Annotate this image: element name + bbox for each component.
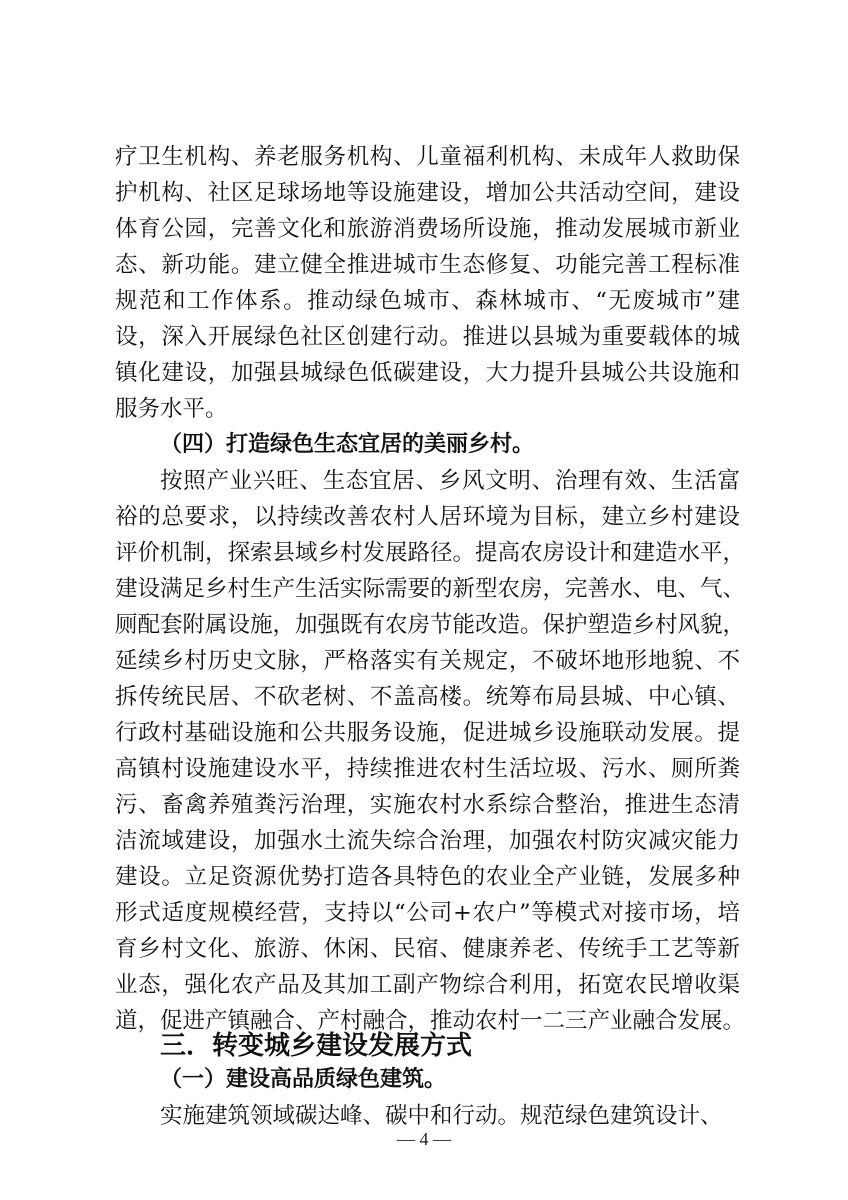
text-line: 设，深入开展绿色社区创建行动。推进以县城为重要载体的城 xyxy=(115,324,740,350)
text-line: 污、畜禽养殖粪污治理，实施农村水系综合整治，推进生态清 xyxy=(115,792,740,818)
text-line: 建设。立足资源优势打造各具特色的农业全产业链，发展多种 xyxy=(115,864,740,890)
page-number: — 4 — xyxy=(397,1129,451,1149)
subheading-rural: （四）打造绿色生态宜居的美丽乡村。 xyxy=(160,432,535,457)
text-line: 疗卫生机构、养老服务机构、儿童福利机构、未成年人救助保 xyxy=(115,144,740,170)
text-line: 厕配套附属设施，加强既有农房节能改造。保护塑造乡村风貌， xyxy=(115,612,746,638)
text-line: 按照产业兴旺、生态宜居、乡风文明、治理有效、生活富 xyxy=(160,468,740,494)
text-line: 延续乡村历史文脉，严格落实有关规定，不破坏地形地貌、不 xyxy=(115,648,740,674)
text-line: 实施建筑领域碳达峰、碳中和行动。规范绿色建筑设计、 xyxy=(160,1103,723,1129)
text-line: 形式适度规模经营，支持以“公司+农户”等模式对接市场，培 xyxy=(115,900,740,926)
subheading-green-buildings: （一）建设高品质绿色建筑。 xyxy=(160,1067,447,1092)
text-line: 育乡村文化、旅游、休闲、民宿、健康养老、传统手工艺等新 xyxy=(115,936,740,962)
text-line: 规范和工作体系。推动绿色城市、森林城市、“无废城市”建 xyxy=(115,288,740,314)
text-line: 拆传统民居、不砍老树、不盖高楼。统筹布局县城、中心镇、 xyxy=(115,684,740,710)
text-line: 行政村基础设施和公共服务设施，促进城乡设施联动发展。提 xyxy=(115,720,740,746)
text-line: 服务水平。 xyxy=(115,396,228,422)
text-line: 洁流域建设，加强水土流失综合治理，加强农村防灾减灾能力 xyxy=(115,828,740,854)
text-line: 高镇村设施建设水平，持续推进农村生活垃圾、污水、厕所粪 xyxy=(115,756,740,782)
text-line: 裕的总要求，以持续改善农村人居环境为目标，建立乡村建设 xyxy=(115,504,740,530)
text-line: 护机构、社区足球场地等设施建设，增加公共活动空间，建设 xyxy=(115,180,740,206)
text-line: 评价机制，探索县域乡村发展路径。提高农房设计和建造水平， xyxy=(115,540,746,566)
text-line: 镇化建设，加强县城绿色低碳建设，大力提升县城公共设施和 xyxy=(115,360,740,386)
text-line: 态、新功能。建立健全推进城市生态修复、功能完善工程标准 xyxy=(115,252,740,278)
text-line: 建设满足乡村生产生活实际需要的新型农房，完善水、电、气、 xyxy=(115,576,746,602)
text-line: 体育公园，完善文化和旅游消费场所设施，推动发展城市新业 xyxy=(115,216,740,242)
text-line: 道，促进产镇融合、产村融合，推动农村一二三产业融合发展。 xyxy=(115,1008,746,1034)
section-heading: 三．转变城乡建设发展方式 xyxy=(160,1031,473,1061)
text-line: 业态，强化农产品及其加工副产物综合利用，拓宽农民增收渠 xyxy=(115,972,740,998)
